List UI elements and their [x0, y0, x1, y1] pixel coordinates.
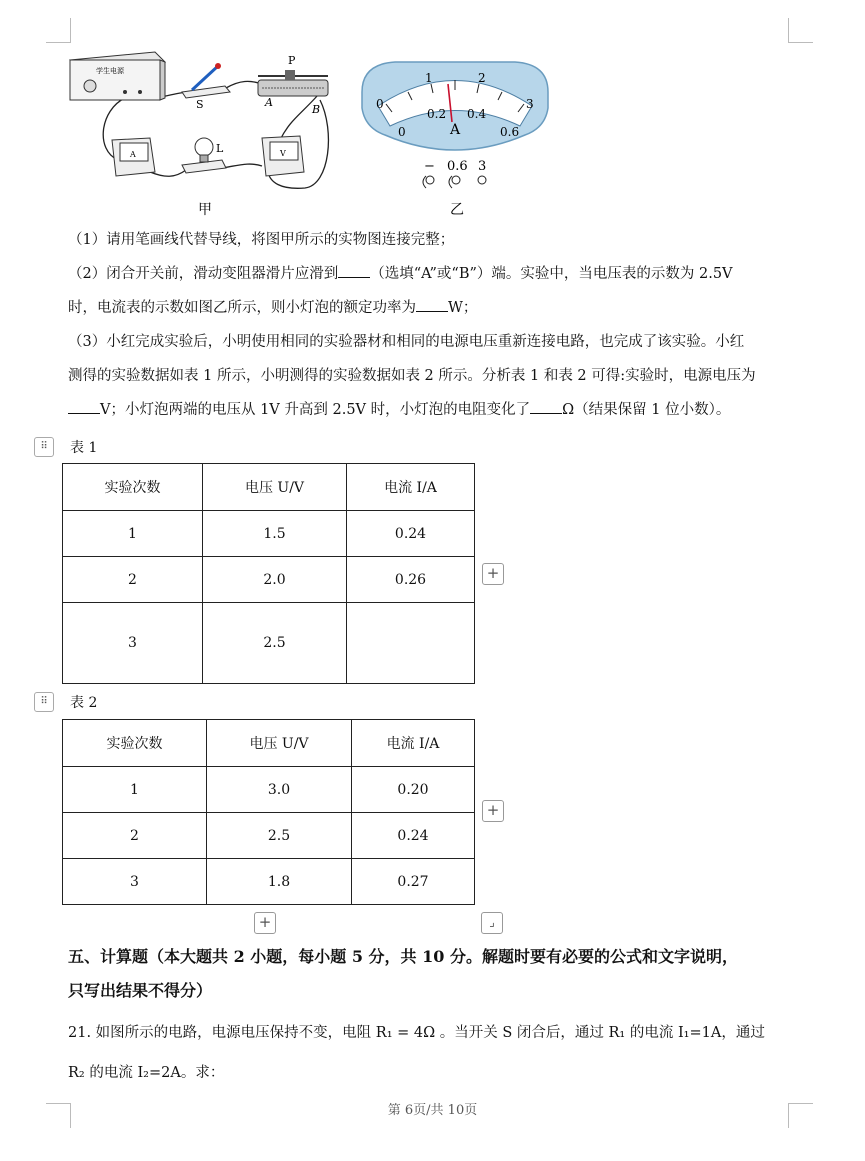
switch [182, 63, 230, 111]
question-2-line1-a: （2）闭合开关前，滑动变阻器滑片应滑到 [68, 266, 339, 282]
table-cell: 1 [63, 511, 203, 557]
scale-bottom-0: 0 [398, 125, 406, 139]
table-2-add-row-button[interactable]: + [254, 912, 276, 934]
table-1-header: 实验次数 [63, 464, 203, 511]
question-2 [68, 257, 785, 325]
scale-top-0: 0 [376, 97, 384, 111]
scale-top-3: 3 [526, 97, 534, 111]
answer-blank-3a[interactable] [68, 399, 100, 414]
question-2-line2-b: W； [448, 300, 478, 316]
table-cell: 0.20 [352, 767, 475, 813]
scale-top-1: 1 [425, 71, 433, 85]
table-row [63, 557, 475, 603]
table-1-drag-handle[interactable]: ⠿ [34, 437, 54, 457]
table-2 [62, 719, 475, 905]
table-2-caption: 表 2 [70, 695, 98, 711]
voltmeter-symbol: V [280, 149, 286, 158]
table-cell[interactable] [347, 603, 475, 684]
meter-unit: A [450, 122, 461, 138]
table-cell: 3 [63, 859, 207, 905]
table-cell: 3 [63, 603, 203, 684]
ammeter-dial [362, 62, 548, 150]
table-row [63, 603, 475, 684]
meter-terminals [423, 159, 486, 188]
terminal-3: 3 [478, 159, 487, 174]
scale-top-2: 2 [478, 71, 486, 85]
answer-blank-2b[interactable] [416, 297, 448, 312]
table-1-caption: 表 1 [70, 440, 98, 456]
ammeter-symbol: A [130, 150, 136, 159]
scale-bottom-2: 0.4 [467, 107, 487, 121]
question-1 [68, 223, 785, 257]
table-1-header: 电压 U/V [203, 464, 347, 511]
table-row [63, 813, 475, 859]
scale-bottom-3: 0.6 [500, 125, 520, 139]
question-3-line1: （3）小红完成实验后，小明使用相同的实验器材和相同的电源电压重新连接电路，也完成了该实验。小红 [68, 334, 745, 350]
scale-bottom-1: 0.2 [427, 107, 447, 121]
table-cell: 0.24 [347, 511, 475, 557]
voltmeter [262, 136, 304, 176]
table-2-header: 实验次数 [63, 720, 207, 767]
figure-caption-right: 乙 [450, 202, 464, 218]
table-cell: 2 [63, 557, 203, 603]
question-21-line1: 21. 如图所示的电路，电源电压保持不变，电阻 R₁ = 4Ω 。当开关 S 闭合后，通过 R₁ 的电流 I₁=1A，通过 [68, 1025, 765, 1041]
table-2-header: 电压 U/V [207, 720, 352, 767]
question-21 [68, 1013, 785, 1093]
answer-blank-3b[interactable] [530, 399, 562, 414]
table-cell: 0.24 [352, 813, 475, 859]
page-footer: 第 6页/共 10页 [387, 1103, 478, 1118]
table-cell: 2 [63, 813, 207, 859]
table-1 [62, 463, 475, 684]
rheostat-b-label: B [312, 103, 321, 116]
lamp [182, 138, 226, 173]
table-2-resize-handle[interactable]: ⌟ [481, 912, 503, 934]
table-cell: 3.0 [207, 767, 352, 813]
table-cell: 0.26 [347, 557, 475, 603]
rheostat-p-label: P [288, 54, 296, 67]
rheostat-a-label: A [265, 96, 273, 109]
question-2-line1-b: （选填“A”或“B”）端。实验中，当电压表的示数为 2.5V [370, 266, 733, 282]
rheostat [258, 54, 328, 116]
answer-blank-2a[interactable] [338, 263, 370, 278]
section-5-title-line1: 五、计算题（本大题共 2 小题，每小题 5 分，共 10 分。解题时要有必要的公式和文字说明， [68, 947, 738, 966]
table-cell: 1.8 [207, 859, 352, 905]
section-5-title-line2: 只写出结果不得分） [68, 981, 213, 1000]
table-2-drag-handle[interactable]: ⠿ [34, 692, 54, 712]
terminal-0-6: 0.6 [447, 159, 468, 174]
table-2-header: 电流 I/A [352, 720, 475, 767]
figure-caption-left: 甲 [198, 202, 212, 218]
power-supply [70, 52, 165, 100]
table-row [63, 511, 475, 557]
ammeter [112, 138, 155, 176]
lamp-label: L [216, 142, 224, 155]
question-21-line2: R₂ 的电流 I₂=2A。求： [68, 1065, 225, 1081]
question-3-line3-a: V；小灯泡两端的电压从 1V 升高到 2.5V 时，小灯泡的电阻变化了 [100, 402, 531, 418]
table-row [63, 859, 475, 905]
question-3-line2: 测得的实验数据如表 1 所示，小明测得的实验数据如表 2 所示。分析表 1 和表 2 可得:实验时，电源电压为 [68, 368, 756, 384]
table-cell: 2.5 [207, 813, 352, 859]
question-3 [68, 325, 785, 427]
table-cell: 2.0 [203, 557, 347, 603]
table-cell: 1.5 [203, 511, 347, 557]
question-3-line3-b: Ω（结果保留 1 位小数）。 [562, 402, 731, 418]
switch-label: S [196, 98, 204, 111]
experiment-figure [0, 0, 865, 225]
section-5-title [68, 940, 785, 1008]
table-row [63, 767, 475, 813]
table-cell: 0.27 [352, 859, 475, 905]
table-1-add-column-button[interactable]: + [482, 563, 504, 585]
table-1-header: 电流 I/A [347, 464, 475, 511]
table-cell: 2.5 [203, 603, 347, 684]
table-cell: 1 [63, 767, 207, 813]
question-2-line2-a: 时，电流表的示数如图乙所示，则小灯泡的额定功率为 [68, 300, 416, 316]
table-2-add-column-button[interactable]: + [482, 800, 504, 822]
question-1-text: （1）请用笔画线代替导线，将图甲所示的实物图连接完整； [68, 232, 455, 248]
terminal-minus: − [424, 159, 435, 174]
power-supply-label: 学生电源 [96, 67, 124, 75]
